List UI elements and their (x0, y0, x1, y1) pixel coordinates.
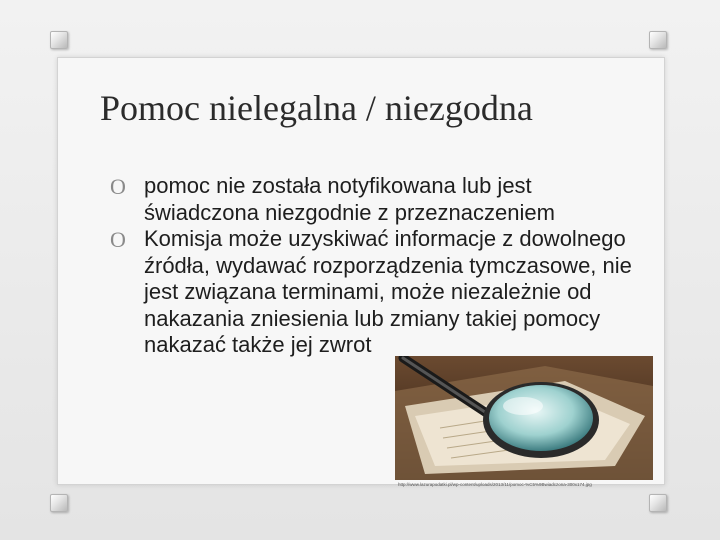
list-item (110, 226, 650, 359)
bullet-text: Komisja może uzyskiwać informacje z dowolnego źródła, wydawać rozporządzenia tymczasowe, nie jest związana terminami, może niezależnie od nakazania zniesienia lub zmiany takiej pomocy nakazać także jej zwrot (144, 226, 632, 357)
list-item (110, 173, 650, 226)
magnifying-glass-photo (395, 356, 653, 480)
bullet-text: pomoc nie została notyfikowana lub jest świadczona niezgodnie z przeznaczeniem (144, 173, 555, 225)
pin-icon (649, 31, 667, 49)
bullet-marker: O (110, 174, 126, 199)
bullet-list (110, 173, 650, 359)
pin-icon (50, 31, 68, 49)
bullet-marker: O (110, 227, 126, 252)
pin-icon (50, 494, 68, 512)
slide-title: Pomoc nielegalna / niezgodna (100, 88, 533, 128)
image-caption: http://www.lazurapodatki.pl/wp-content/uploads/2013/11/pomoc-%C5%9Bwiadczona-300x174.jpg (398, 482, 592, 487)
pin-icon (649, 494, 667, 512)
